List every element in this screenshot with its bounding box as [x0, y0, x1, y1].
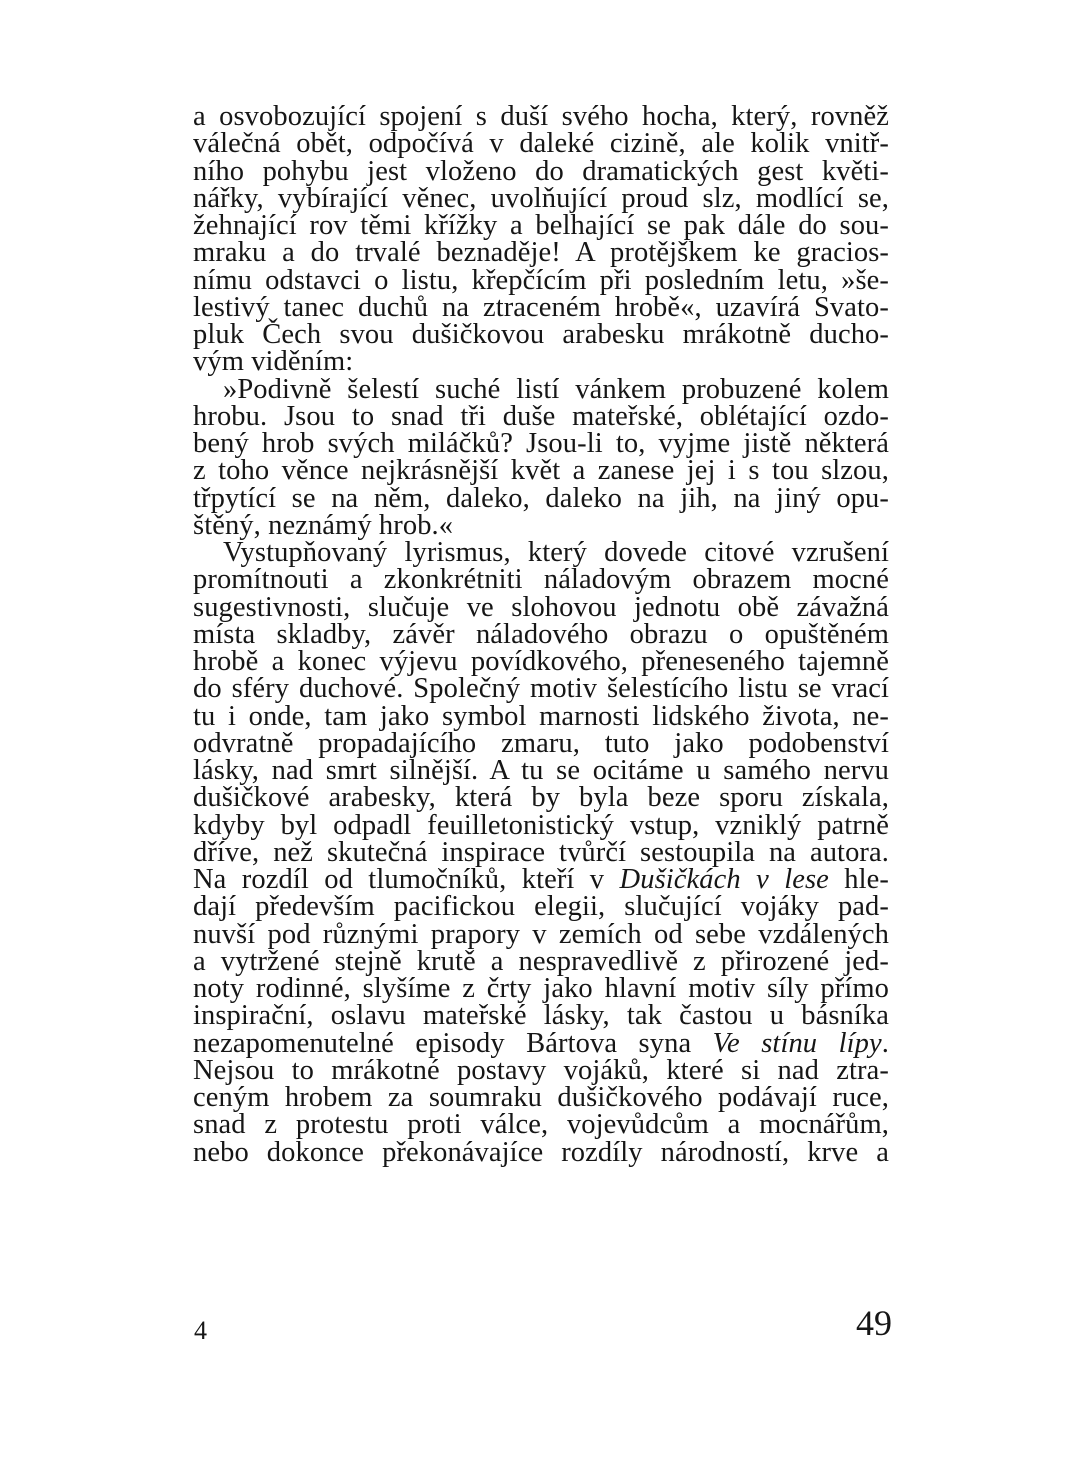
text-line: do sféry duchové. Společný motiv šelestícího listu se vrací	[193, 673, 889, 705]
text-line: dušičkové arabesky, která by byla beze sporu získala,	[193, 782, 889, 814]
text-segment: nezapomenutelné episody Bártova syna	[193, 1027, 713, 1059]
text-line: lásky, nad smrt silnější. A tu se ocitáme u samého nervu	[193, 755, 889, 786]
text-line: vým viděním:	[193, 346, 354, 378]
text-segment: hle-	[828, 864, 889, 895]
text-line: lestivý tanec duchů na ztraceném hrobě«, uzavírá Svato-	[193, 291, 889, 323]
text-line: kdyby byl odpadl feuilletonistický vstup, vzniklý patrně	[193, 809, 889, 841]
text-line: odvratně propadajícího zmaru, tuto jako podobenství	[193, 727, 889, 759]
text-line	[193, 866, 889, 893]
text-line: z toho věnce nejkrásnější květ a zanese jej i s tou slzou,	[193, 455, 889, 487]
text-line: žehnající rov těmi křížky a belhající se pak dále do sou-	[193, 210, 889, 241]
text-segment: Na rozdíl od tlumočníků, kteří v	[193, 864, 620, 895]
text-line: nímu odstavci o listu, křepčícím při posledním letu, »še-	[193, 264, 889, 296]
text-line: a vytržené stejně krutě a nespravedlivě z přirozené jed-	[193, 945, 889, 977]
text-line: dají především pacifickou elegii, slučující vojáky pad-	[193, 891, 889, 923]
text-line: hrobu. Jsou to snad tři duše mateřské, oblétající ozdo-	[193, 400, 889, 432]
text-segment: .	[881, 1027, 889, 1059]
body-text	[193, 103, 889, 1166]
text-line: nebo dokonce překonávajíce rozdíly národností, krve a	[193, 1136, 889, 1168]
signature-mark: 4	[194, 1316, 207, 1345]
text-line: mraku a do trvalé beznaděje! A protějškem ke gracios-	[193, 237, 889, 269]
text-line: bený hrob svých miláčků? Jsou-li to, vyjme jistě některá	[193, 428, 889, 459]
text-line: dříve, než skutečná inspirace tvůrčí sestoupila na autora.	[193, 836, 889, 868]
text-line: třpytící se na něm, daleko, daleko na jih, na jiný opu-	[193, 482, 889, 514]
italic-title: Dušičkách v lese	[619, 864, 829, 895]
text-line: »Podivně šelestí suché listí vánkem probuzené kolem	[223, 373, 889, 405]
text-line: štěný, neznámý hrob.«	[193, 509, 454, 541]
text-line: noty rodinné, slyšíme z črty jako hlavní motiv síly přímo	[193, 973, 889, 1004]
text-line	[193, 1027, 889, 1059]
text-line: Nejsou to mrákotné postavy vojáků, které si nad ztra-	[193, 1054, 889, 1086]
text-line: ního pohybu jest vloženo do dramatických gest květi-	[193, 155, 889, 187]
text-line: ceným hrobem za soumraku dušičkového podávají ruce,	[193, 1082, 889, 1113]
text-line: a osvobozující spojení s duší svého hocha, který, rovněž	[193, 101, 889, 132]
text-line: nuvší pod různými prapory v zemích od sebe vzdálených	[193, 918, 889, 950]
text-line: válečná obět, odpočívá v daleké cizině, ale kolik vnitř-	[193, 128, 889, 160]
text-line: sugestivnosti, slučuje ve slohovou jednotu obě závažná	[193, 591, 889, 623]
text-line: nářky, vybírající věnec, uvolňující proud slz, modlící se,	[193, 182, 889, 214]
text-line: hrobě a konec výjevu povídkového, přeneseného tajemně	[193, 646, 889, 677]
text-line: snad z protestu proti válce, vojevůdcům a mocnářům,	[193, 1109, 889, 1141]
text-line: pluk Čech svou dušičkovou arabesku mrákotně ducho-	[193, 319, 889, 350]
text-line: promítnouti a zkonkrétniti náladovým obrazem mocné	[193, 564, 889, 596]
text-line: tu i onde, tam jako symbol marnosti lidského života, ne-	[193, 700, 889, 732]
text-line: Vystupňovaný lyrismus, který dovede citové vzrušení	[223, 537, 889, 568]
text-line: místa skladby, závěr náladového obrazu o opuštěném	[193, 618, 889, 650]
italic-title: Ve stínu lípy	[712, 1027, 882, 1059]
page-number: 49	[856, 1303, 892, 1343]
text-line: inspirační, oslavu mateřské lásky, tak častou u básníka	[193, 1000, 889, 1032]
